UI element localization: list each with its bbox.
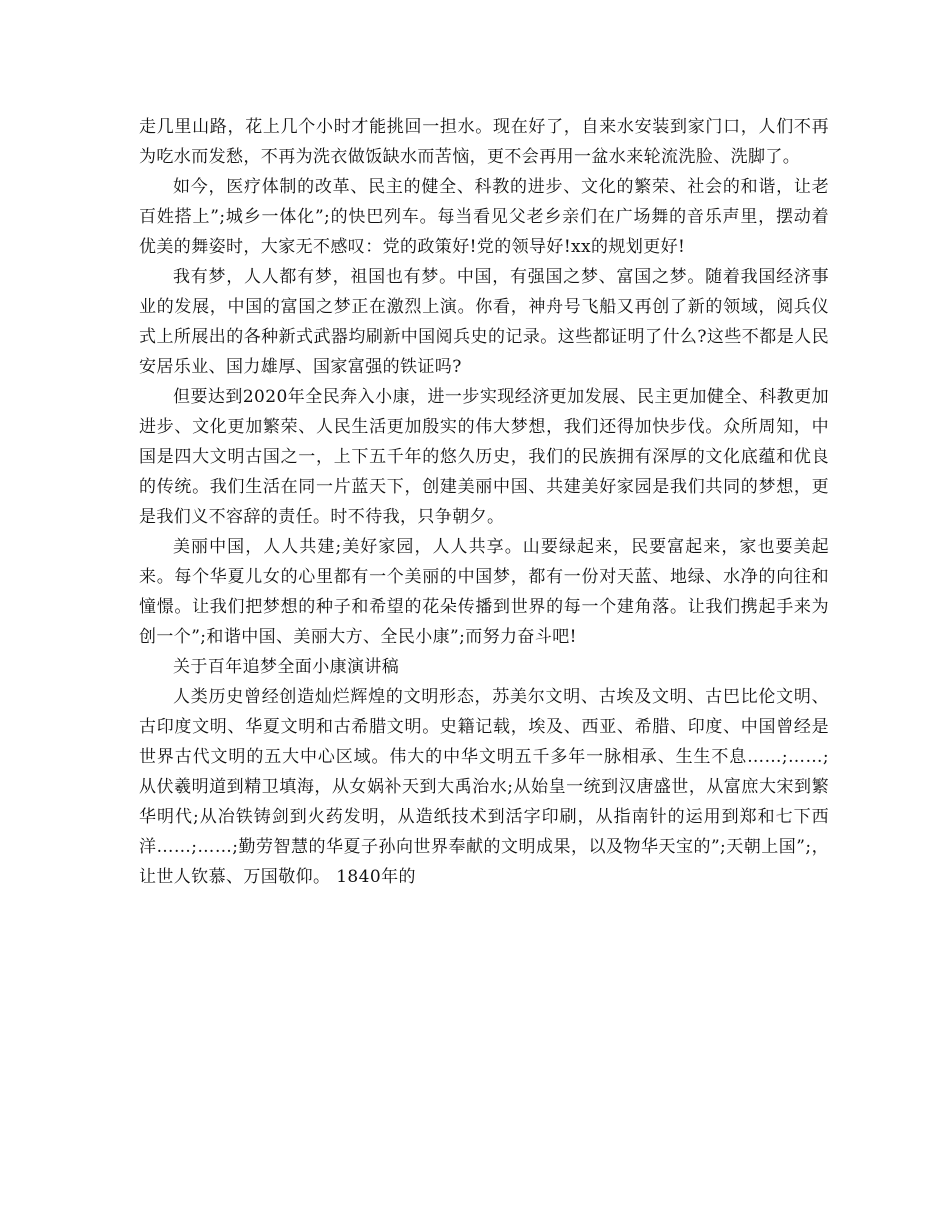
paragraph-water-supply: 走几里山路，花上几个小时才能挑回一担水。现在好了，自来水安装到家门口，人们不再为吃水而发愁，不再为洗衣做饭缺水而苦恼，更不会再用一盆水来轮流洗脸、洗脚了。 xyxy=(139,117,829,167)
document-body xyxy=(139,112,829,892)
paragraph-reforms: 如今，医疗体制的改革、民主的健全、科教的进步、文化的繁荣、社会的和谐，让老百姓搭上”;城乡一体化”;的快巴列车。每当看见父老乡亲们在广场舞的音乐声里，摆动着优美的舞姿时，大家无不感叹：党的政策好!党的领导好!xx的规划更好! xyxy=(139,177,829,257)
section-title: 关于百年追梦全面小康演讲稿 xyxy=(173,657,400,677)
paragraph-2020-goal: 但要达到2020年全民奔入小康，进一步实现经济更加发展、民主更加健全、科教更加进步、文化更加繁荣、人民生活更加殷实的伟大梦想，我们还得加快步伐。众所周知，中国是四大文明古国之一，上下五千年的悠久历史，我们的民族拥有深厚的文化底蕴和优良的传统。我们生活在同一片蓝天下，创建美丽中国、共建美好家园是我们共同的梦想，更是我们义不容辞的责任。时不待我，只争朝夕。 xyxy=(139,387,829,527)
paragraph-civilizations: 人类历史曾经创造灿烂辉煌的文明形态，苏美尔文明、古埃及文明、古巴比伦文明、古印度文明、华夏文明和古希腊文明。史籍记载，埃及、西亚、希腊、印度、中国曾经是世界古代文明的五大中心区域。伟大的中华文明五千多年一脉相承、生生不息……;……;从伏羲明道到精卫填海，从女娲补天到大禹治水;从始皇一统到汉唐盛世，从富庶大宋到繁华明代;从冶铁铸剑到火药发明，从造纸技术到活字印刷，从指南针的运用到郑和七下西洋……;……;勤劳智慧的华夏子孙向世界奉献的文明成果，以及物华天宝的”;天朝上国”;，让世人钦慕、万国敬仰。 1840年的 xyxy=(139,687,829,887)
paragraph-beautiful-china: 美丽中国，人人共建;美好家园，人人共享。山要绿起来，民要富起来，家也要美起来。每个华夏儿女的心里都有一个美丽的中国梦，都有一份对天蓝、地绿、水净的向往和憧憬。让我们把梦想的种子和希望的花朵传播到世界的每一个建角落。让我们携起手来为创一个”;和谐中国、美丽大方、全民小康”;而努力奋斗吧! xyxy=(139,537,829,647)
paragraph-china-dream: 我有梦，人人都有梦，祖国也有梦。中国，有强国之梦、富国之梦。随着我国经济事业的发展，中国的富国之梦正在激烈上演。你看，神舟号飞船又再创了新的领域，阅兵仪式上所展出的各种新式武器均刷新中国阅兵史的记录。这些都证明了什么?这些不都是人民安居乐业、国力雄厚、国家富强的铁证吗? xyxy=(139,267,829,377)
